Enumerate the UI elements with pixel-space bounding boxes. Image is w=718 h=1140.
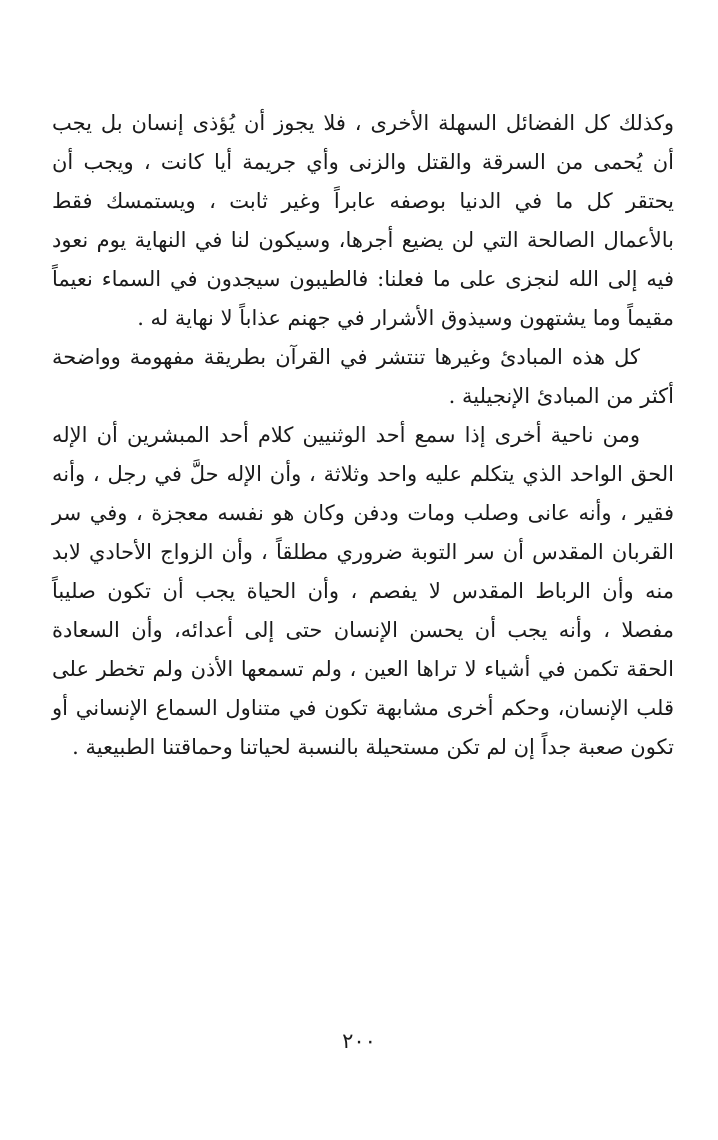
paragraph-1: وكذلك كل الفضائل السهلة الأخرى ، فلا يجوز أن يُؤذى إنسان بل يجب أن يُحمى من السرقة والقتل والزنى وأي جريمة أيا كانت ، ويجب أن يحتقر كل ما في الدنيا بوصفه عابراً وغير ثابت ، ويستمسك فقط بالأعمال الصالحة التي لن يضيع أجرها، وسيكون لنا في النهاية يوم نعود فيه إلى الله لنجزى على ما فعلنا: فالطيبون سيجدون في السماء نعيماً مقيماً وما يشتهون وسيذوق الأشرار في جهنم عذاباً لا نهاية له . [52, 111, 674, 330]
paragraph-3: ومن ناحية أخرى إذا سمع أحد الوثنيين كلام أحد المبشرين أن الإله الحق الواحد الذي يتكلم عليه واحد وثلاثة ، وأن الإله حلَّ في رجل ، وأنه فقير ، وأنه عانى وصلب ومات ودفن وكان هو نفسه معجزة ، وفي سر القربان المقدس أن سر التوبة ضروري مطلقاً ، وأن الزواج الأحادي لابد منه وأن الرباط المقدس لا يفصم ، وأن الحياة يجب أن تكون صليباً مفصلا ، وأنه يجب أن يحسن الإنسان حتى إلى أعدائه، وأن السعادة الحقة تكمن في أشياء لا تراها العين ، ولم تسمعها الأذن ولم تخطر على قلب الإنسان، وحكم أخرى مشابهة تكون في متناول السماع الإنساني أو تكون صعبة جداً إن لم تكن مستحيلة بالنسبة لحياتنا وحماقتنا الطبيعية . [52, 423, 674, 759]
page-number: ٢٠٠ [342, 1029, 376, 1053]
body-text [52, 104, 674, 767]
paragraph-2: كل هذه المبادئ وغيرها تنتشر في القرآن بطريقة مفهومة وواضحة أكثر من المبادئ الإنجيلية . [52, 345, 674, 408]
